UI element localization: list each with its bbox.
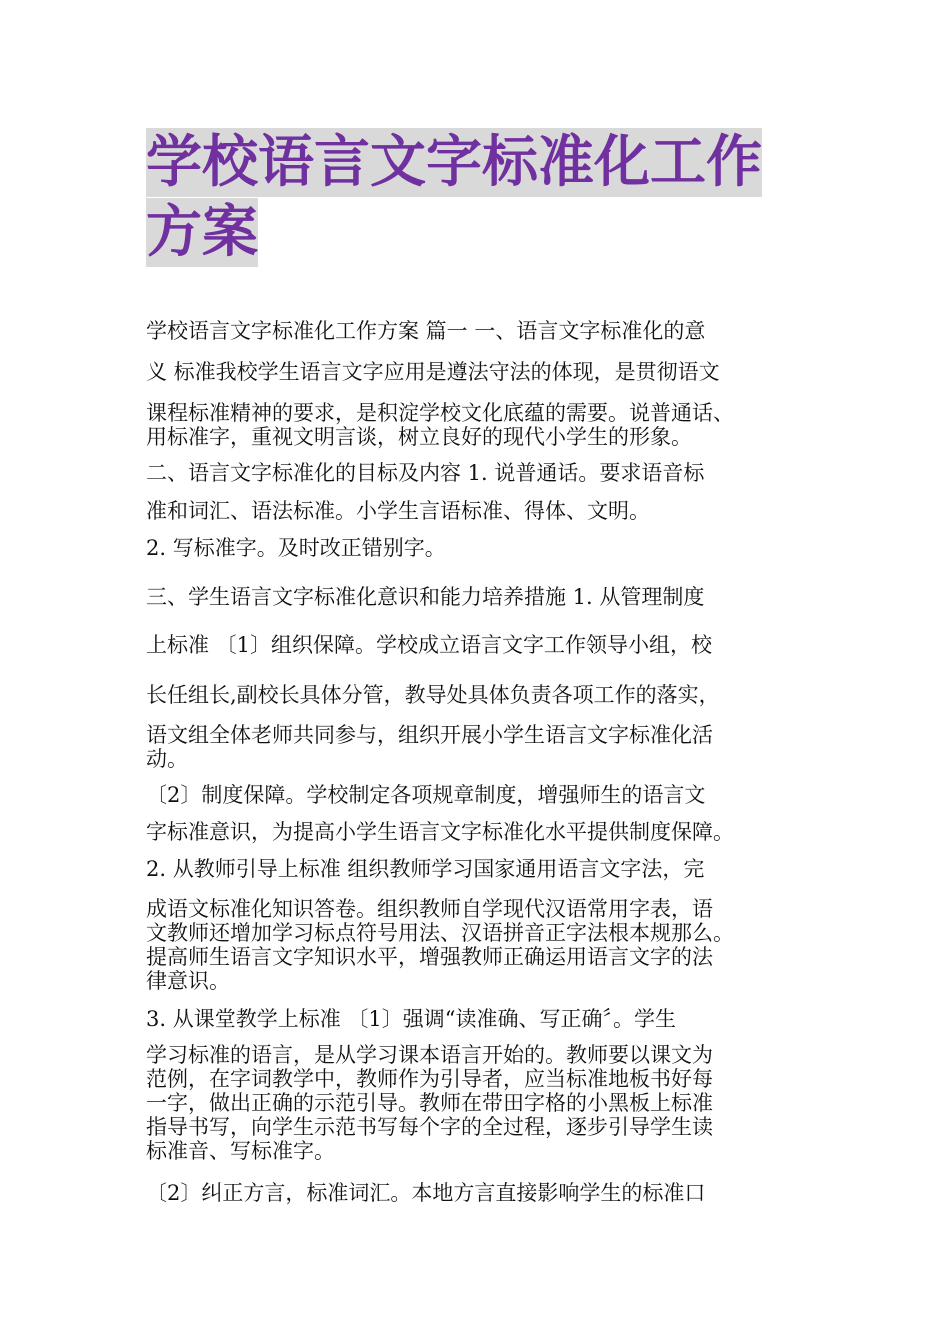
document-title (146, 128, 816, 268)
body-line: 律意识。 (146, 969, 230, 993)
body-line: 〔2〕制度保障。学校制定各项规章制度，增强师生的语言文 (146, 783, 706, 807)
body-line: 长任组长,副校长具体分管，教导处具体负责各项工作的落实， (146, 683, 720, 707)
body-line: 上标准 〔1〕组织保障。学校成立语言文字工作领导小组，校 (146, 633, 713, 657)
body-line: 文教师还增加学习标点符号用法、汉语拼音正字法根本规那么。 (146, 921, 734, 945)
body-line: 2. 写标准字。及时改正错别字。 (146, 536, 446, 560)
body-line: 字标准意识，为提高小学生语言文字标准化水平提供制度保障。 (146, 820, 734, 844)
body-line: 3. 从课堂教学上标准 〔1〕强调“读准确、写正确〞。学生 (146, 1007, 676, 1031)
body-line: 用标准字，重视文明言谈，树立良好的现代小学生的形象。 (146, 425, 692, 449)
body-line: 准和词汇、语法标准。小学生言语标准、得体、文明。 (146, 499, 650, 523)
body-line: 课程标准精神的要求，是积淀学校文化底蕴的需要。说普通话、 (146, 401, 734, 425)
body-line: 动。 (146, 747, 188, 771)
body-line: 2. 从教师引导上标准 组织教师学习国家通用语言文字法，完 (146, 857, 705, 881)
body-line: 义 标准我校学生语言文字应用是遵法守法的体现，是贯彻语文 (146, 360, 720, 384)
body-line: 学校语言文字标准化工作方案 篇一 一、语言文字标准化的意 (146, 319, 706, 343)
body-line: 指导书写，向学生示范书写每个字的全过程，逐步引导学生读 (146, 1115, 713, 1139)
body-line: 语文组全体老师共同参与，组织开展小学生语言文字标准化活 (146, 723, 713, 747)
body-line: 学习标准的语言，是从学习课本语言开始的。教师要以课文为 (146, 1043, 713, 1067)
body-line: 三、学生语言文字标准化意识和能力培养措施 1. 从管理制度 (146, 585, 705, 609)
body-line: 成语文标准化知识答卷。组织教师自学现代汉语常用字表，语 (146, 897, 713, 921)
body-line: 〔2〕纠正方言，标准词汇。本地方言直接影响学生的标准口 (146, 1181, 706, 1205)
body-line: 一字，做出正确的示范引导。教师在带田字格的小黑板上标准 (146, 1091, 713, 1115)
body-line: 标准音、写标准字。 (146, 1139, 335, 1163)
body-line: 提高师生语言文字知识水平，增强教师正确运用语言文字的法 (146, 945, 713, 969)
document-title-text: 学校语言文字标准化工作方案 (146, 130, 762, 265)
body-line: 二、语言文字标准化的目标及内容 1. 说普通话。要求语音标 (146, 461, 705, 485)
body-line: 范例，在字词教学中，教师作为引导者，应当标准地板书好每 (146, 1067, 713, 1091)
